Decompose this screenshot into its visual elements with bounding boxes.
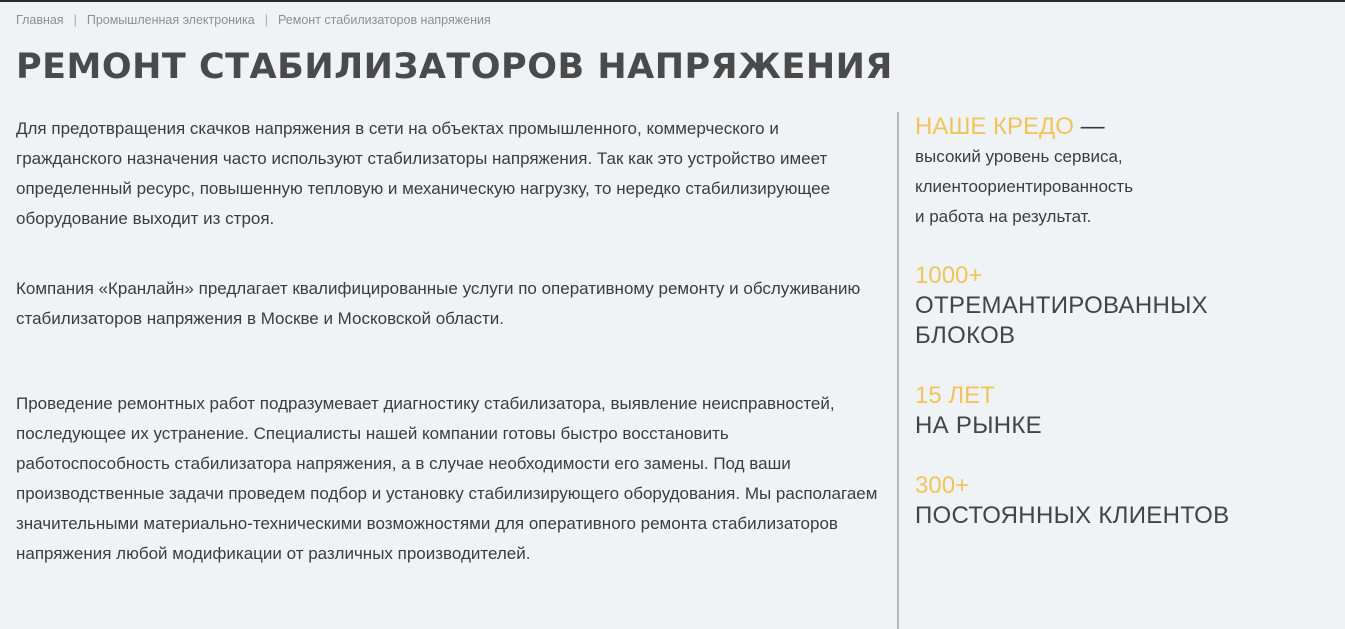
credo-block <box>915 112 1133 232</box>
breadcrumb-link-home[interactable]: Главная <box>16 13 64 27</box>
stat-number: 15 ЛЕТ <box>915 382 995 409</box>
stat-years-on-market <box>915 381 1042 441</box>
stat-repaired-units <box>915 261 1208 351</box>
credo-dash: — <box>1073 113 1105 140</box>
vertical-divider <box>897 112 899 629</box>
paragraph-repair-process: Проведение ремонтных работ подразумевает диагностику стабилизатора, выявление неисправностей, последующее их устранение. Специалисты нашей компании готовы быстро восстановить работоспособность стабилизатора напряжения, а в случае необходимости его замены. Под ваши производственные задачи проведем подбор и установку стабилизирующего оборудования. Мы располагаем значительными материально-техническими возможностями для оперативного ремонта стабилизаторов напряжения любой модификации от различных производителей. <box>16 394 878 563</box>
page-title: РЕМОНТ СТАБИЛИЗАТОРОВ НАПРЯЖЕНИЯ <box>16 47 893 87</box>
main-content <box>16 114 884 569</box>
breadcrumb-current: Ремонт стабилизаторов напряжения <box>278 13 491 27</box>
stat-label: ОТРЕМАНТИРОВАННЫХ БЛОКОВ <box>915 292 1208 349</box>
stat-number: 1000+ <box>915 262 983 289</box>
credo-heading <box>915 112 1133 142</box>
breadcrumb-separator: | <box>73 13 77 27</box>
breadcrumb-separator: | <box>264 13 268 27</box>
stat-number: 300+ <box>915 472 970 499</box>
stat-label: ПОСТОЯННЫХ КЛИЕНТОВ <box>915 502 1230 529</box>
credo-title: НАШЕ КРЕДО <box>915 113 1074 140</box>
paragraph-company: Компания «Кранлайн» предлагает квалифицированные услуги по оперативному ремонту и обслуживанию стабилизаторов напряжения в Москве и Московской области. <box>16 279 861 328</box>
credo-line: клиентоориентированность <box>915 177 1134 196</box>
credo-line: и работа на результат. <box>915 207 1092 226</box>
paragraph-intro: Для предотвращения скачков напряжения в сети на объектах промышленного, коммерческого и гражданского назначения часто используют стабилизаторы напряжения. Так как это устройство имеет определенный ресурс, повышенную тепловую и механическую нагрузку, то нередко стабилизирующее оборудование выходит из строя. <box>16 119 831 228</box>
breadcrumb-link-industrial-electronics[interactable]: Промышленная электроника <box>86 13 255 27</box>
breadcrumb <box>16 13 491 27</box>
stat-label: НА РЫНКЕ <box>915 412 1042 439</box>
stat-regular-clients <box>915 471 1229 531</box>
credo-line: высокий уровень сервиса, <box>915 147 1123 166</box>
